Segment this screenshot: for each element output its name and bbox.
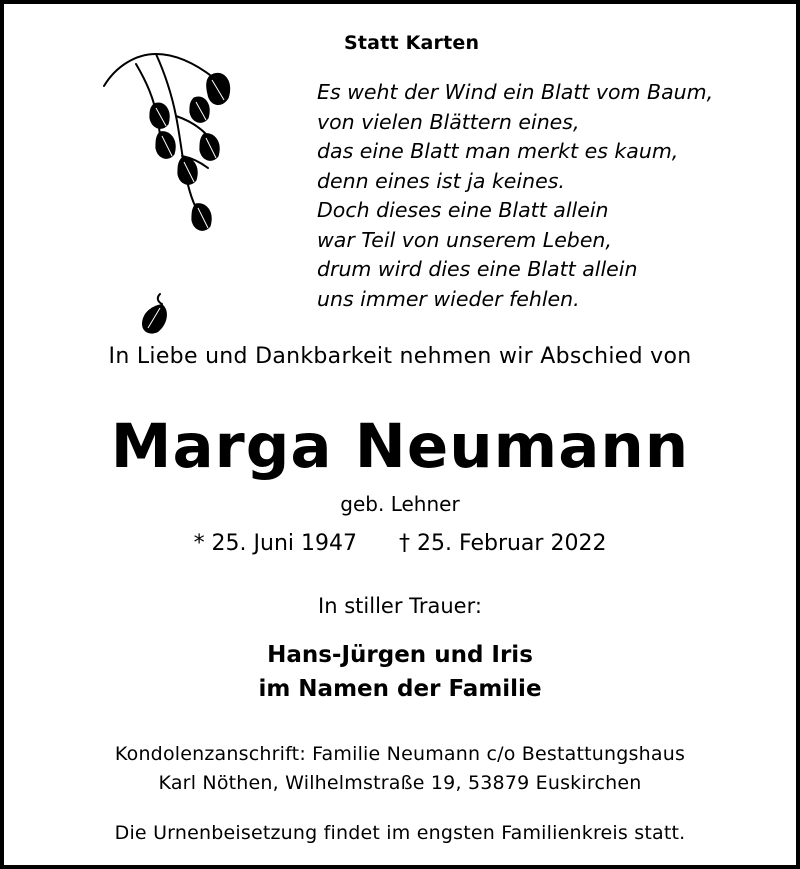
poem-line: drum wird dies eine Blatt allein <box>317 257 638 281</box>
mourners <box>4 638 796 706</box>
poem-line: Es weht der Wind ein Blatt vom Baum, <box>317 80 714 104</box>
poem-line: Doch dieses eine Blatt allein <box>317 198 609 222</box>
death-date: † 25. Februar 2022 <box>399 531 607 556</box>
poem-line: uns immer wieder fehlen. <box>317 286 580 311</box>
deceased-name: Marga Neumann <box>110 411 690 482</box>
poem-line: denn eines ist ja keines. <box>317 168 565 193</box>
mourners-line: Hans-Jürgen und Iris <box>267 642 533 668</box>
statt-karten-heading: Statt Karten <box>344 32 480 54</box>
poem-line: von vielen Blättern eines, <box>317 109 580 134</box>
intro-text: In Liebe und Dankbarkeit nehmen wir Abschied von <box>108 344 692 369</box>
poem-line: war Teil von unserem Leben, <box>317 227 612 252</box>
mourning-label: In stiller Trauer: <box>318 594 482 618</box>
birth-date: * 25. Juni 1947 <box>193 531 358 556</box>
address-line: Kondolenzanschrift: Familie Neumann c/o Bestattungshaus <box>114 743 686 765</box>
birth-name: geb. Lehner <box>340 492 460 516</box>
falling-leaf-icon <box>138 292 172 338</box>
poem <box>317 78 713 314</box>
mourners-line: im Namen der Familie <box>258 676 542 702</box>
condolence-address <box>4 740 796 798</box>
address-line: Karl Nöthen, Wilhelmstraße 19, 53879 Euskirchen <box>158 772 642 794</box>
poem-line: das eine Blatt man merkt es kaum, <box>317 139 679 163</box>
life-dates <box>4 531 796 556</box>
burial-note: Die Urnenbeisetzung findet im engsten Familienkreis statt. <box>114 822 686 844</box>
birch-branch-icon <box>96 46 246 246</box>
